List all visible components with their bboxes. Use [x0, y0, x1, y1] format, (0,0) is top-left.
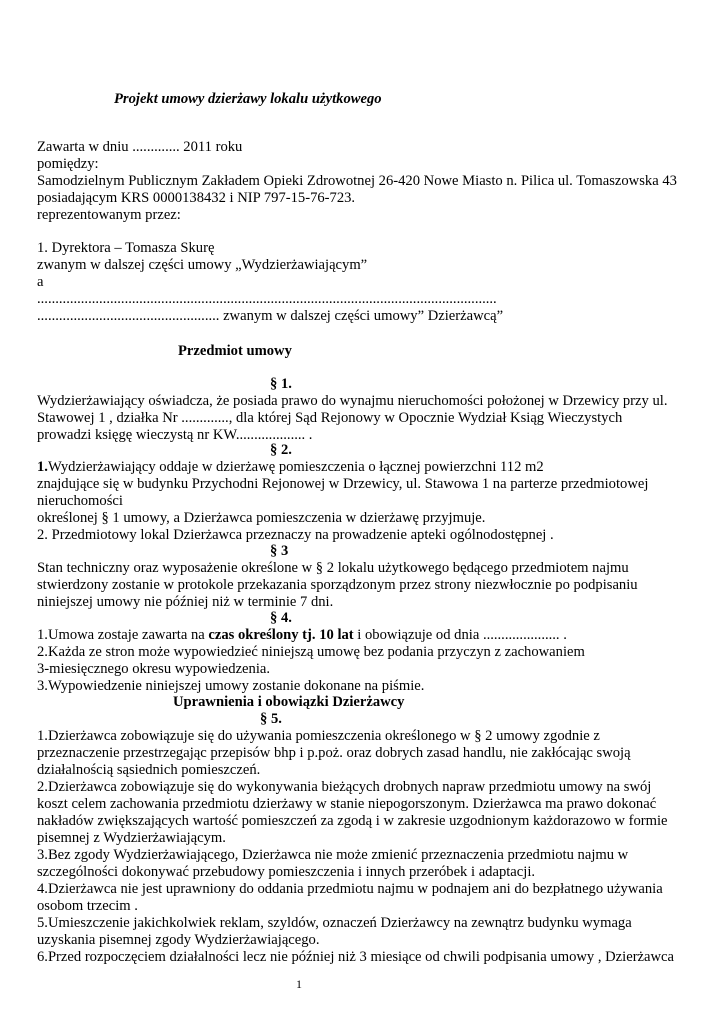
party-director-line: 1. Dyrektora – Tomasza Skurę: [37, 240, 215, 256]
s4-line-1: [37, 627, 567, 645]
party-lessee-alias-line: .................................................. zwanym w dalszej części umowy” Dzierżawcą”: [37, 308, 504, 324]
s5-line-14: 6.Przed rozpoczęciem działalności lecz nie później niż 3 miesiące od chwili podpisania umowy , Dzierżawca: [37, 949, 675, 965]
s2-line-2: znajdujące się w budynku Przychodni Rejonowej w Drzewicy, ul. Stawowa 1 na parterze przedmiotowej: [37, 476, 649, 492]
party-and-line: a: [37, 274, 44, 290]
s4-line-2: 2.Każda ze stron może wypowiedzieć niniejszą umowę bez podania przyczyn z zachowaniem: [37, 644, 585, 660]
s5-line-12: 5.Umieszczenie jakichkolwiek reklam, szyldów, oznaczeń Dzierżawcy na zewnątrz budynku wymaga: [37, 915, 632, 931]
s2-text-1: Wydzierżawiający oddaje w dzierżawę pomieszczenia o łącznej powierzchni 112 m2: [47, 459, 544, 475]
s5-line-4: 2.Dzierżawca zobowiązuje się do wykonywania bieżących drobnych napraw przedmiotu umowy na swój: [37, 779, 652, 795]
s2-line-1: [37, 459, 544, 477]
s4-line-3: 3-miesięcznego okresu wypowiedzenia.: [37, 661, 271, 677]
s5-line-10: 4.Dzierżawca nie jest uprawniony do oddania przedmiotu najmu w podnajem ani do bezpłatnego używania: [37, 881, 663, 897]
s1-line-3: prowadzi księgę wieczystą nr KW................... .: [37, 427, 313, 443]
s5-line-8: 3.Bez zgody Wydzierżawiającego, Dzierżawca nie może zmienić przeznaczenia przedmiotu najmu w: [37, 847, 629, 863]
party-lessor-alias-line: zwanym w dalszej części umowy „Wydzierżawiającym”: [37, 257, 368, 273]
s5-line-13: uzyskania pisemnej zgody Wydzierżawiającego.: [37, 932, 320, 948]
intro-krs-nip-line: posiadającym KRS 0000138432 i NIP 797-15-76-723.: [37, 190, 356, 206]
s2-line-5: 2. Przedmiotowy lokal Dzierżawca przeznaczy na prowadzenie apteki ogólnodostępnej .: [37, 527, 554, 543]
section-heading-subject: Przedmiot umowy: [178, 343, 292, 359]
s5-line-6: nakładów zwiększających wartość pomieszczeń za zgodą i w zakresie uzgodnionym każdorazowo w formie: [37, 813, 668, 829]
s3-line-2: stwierdzony zostanie w protokole przekazania sporządzonym przez strony niezwłocznie po podpisaniu: [37, 577, 638, 593]
s2-number-1: 1.: [37, 459, 48, 475]
intro-between-line: pomiędzy:: [37, 156, 99, 172]
intro-institution-line: Samodzielnym Publicznym Zakładem Opieki Zdrowotnej 26-420 Nowe Miasto n. Pilica ul. Tomaszowska 43: [37, 173, 677, 189]
s1-line-1: Wydzierżawiający oświadcza, że posiada prawo do wynajmu nieruchomości położonej w Drzewicy przy ul.: [37, 393, 668, 409]
intro-date-line: Zawarta w dniu ............. 2011 roku: [37, 139, 243, 155]
s5-line-1: 1.Dzierżawca zobowiązuje się do używania pomieszczenia określonego w § 2 umowy zgodnie z: [37, 728, 600, 744]
paragraph-heading-3: § 3: [270, 543, 289, 559]
s5-line-7: pisemnej z Wydzierżawiającym.: [37, 830, 226, 846]
s2-line-4: określonej § 1 umowy, a Dzierżawca pomieszczenia w dzierżawę przyjmuje.: [37, 510, 486, 526]
section-heading-rights: Uprawnienia i obowiązki Dzierżawcy: [173, 694, 405, 710]
s4-line-4: 3.Wypowiedzenie niniejszej umowy zostanie dokonane na piśmie.: [37, 678, 425, 694]
page-number: 1: [296, 977, 302, 991]
s4-text-a: 1.Umowa zostaje zawarta na: [37, 627, 209, 643]
intro-represented-line: reprezentowanym przez:: [37, 207, 181, 223]
s5-line-3: działalnością sąsiednich pomieszczeń.: [37, 762, 261, 778]
paragraph-heading-1: § 1.: [270, 376, 292, 392]
s4-term-bold: czas określony tj. 10 lat: [208, 627, 354, 643]
party-dots-line: ..............................................................................................................................: [37, 291, 497, 307]
paragraph-heading-5: § 5.: [260, 711, 282, 727]
s2-line-3: nieruchomości: [37, 493, 123, 509]
s3-line-3: niniejszej umowy nie później niż w terminie 7 dni.: [37, 594, 334, 610]
s5-line-9: szczególności dokonywać przebudowy pomieszczenia i innych przeróbek i adaptacji.: [37, 864, 536, 880]
s1-line-2: Stawowej 1 , działka Nr ............., dla której Sąd Rejonowy w Opocznie Wydział Ksiąg Wieczystych: [37, 410, 623, 426]
s5-line-11: osobom trzecim .: [37, 898, 138, 914]
s4-text-c: i obowiązuje od dnia ..................... .: [353, 627, 567, 643]
s3-line-1: Stan techniczny oraz wyposażenie określone w § 2 lokalu użytkowego będącego przedmiotem najmu: [37, 560, 629, 576]
s5-line-5: koszt celem zachowania przedmiotu dzierżawy w stanie niepogorszonym. Dzierżawca ma prawo dokonać: [37, 796, 657, 812]
paragraph-heading-4: § 4.: [270, 610, 292, 626]
paragraph-heading-2: § 2.: [270, 442, 292, 458]
s5-line-2: przeznaczenie przestrzegając przepisów bhp i p.poż. oraz dobrych zasad handlu, nie zakłócając swoją: [37, 745, 631, 761]
document-title: Projekt umowy dzierżawy lokalu użytkowego: [114, 91, 382, 107]
